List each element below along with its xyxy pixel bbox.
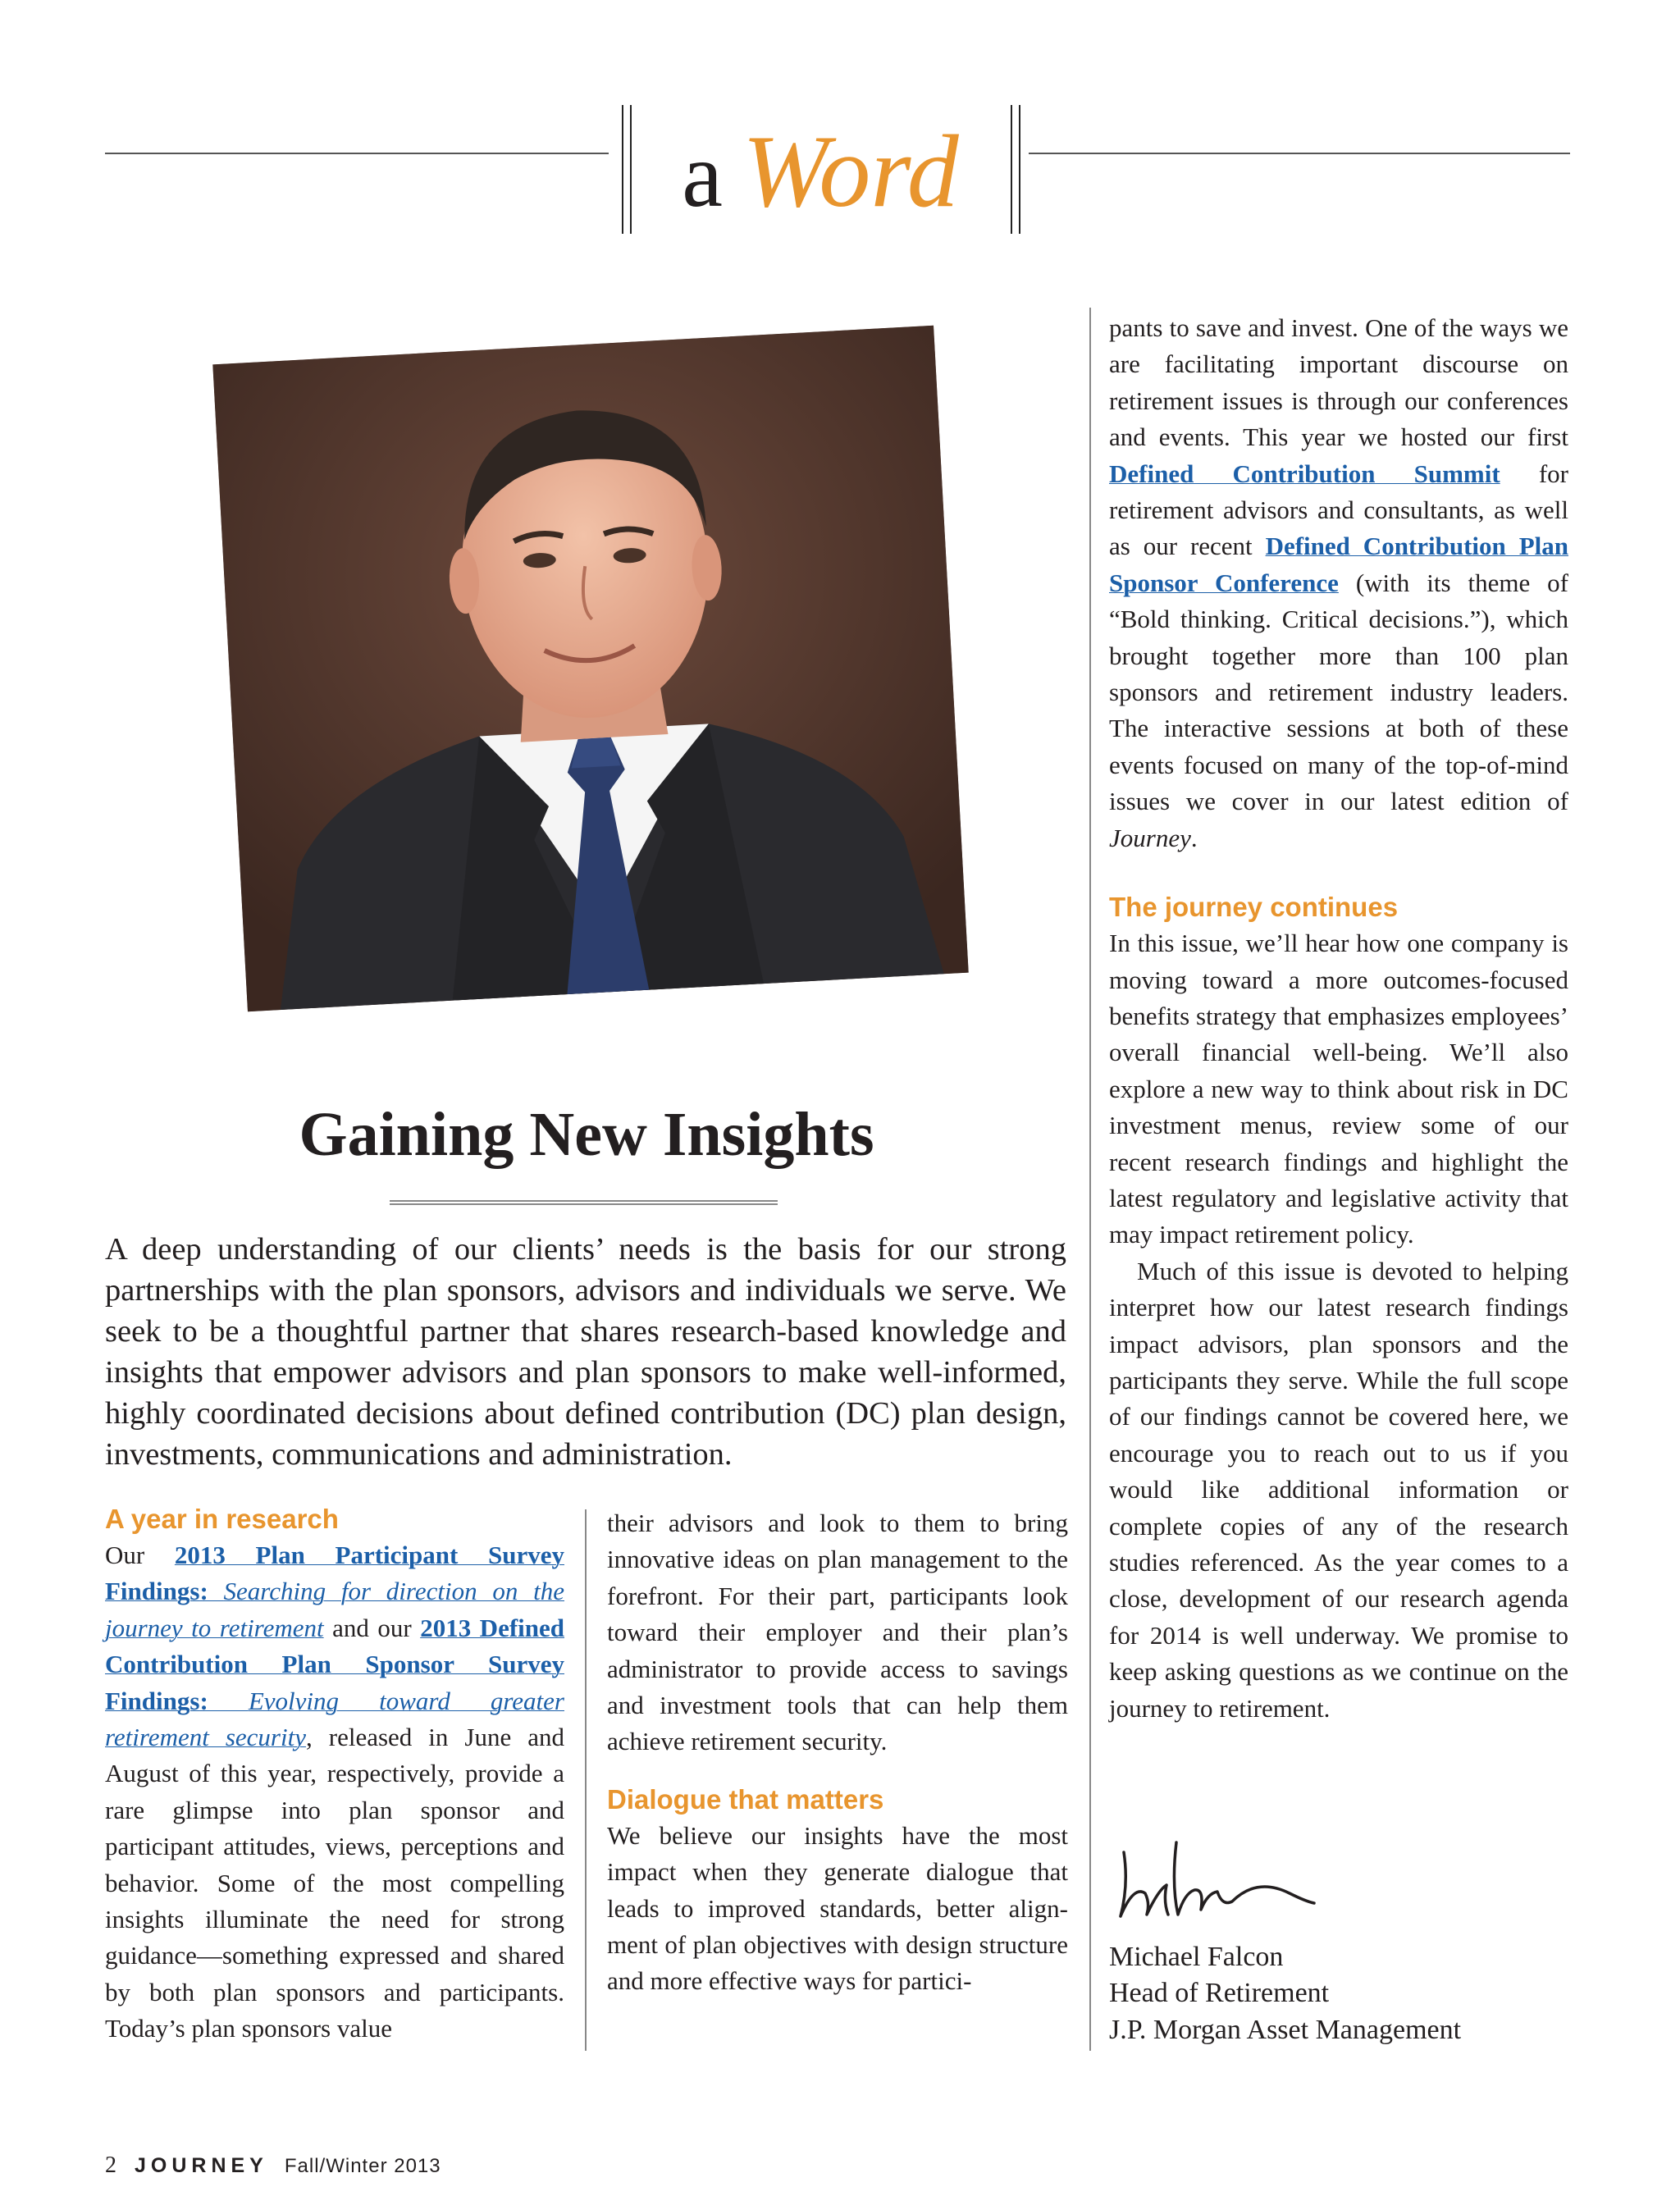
- paragraph-closing: Much of this issue is devoted to helping interpret how our latest research findings impact advisors, plan sponsors and the participants they serve. While the full scope of our findings cannot be covered here, we encourage you to reach out to us if you would like additional information or complete copies of any of the research studies referenced. As the year comes to a close, development of our research agenda for 2014 is well underway. We promise to keep asking questions as we continue on the journey to retirement.: [1109, 1256, 1568, 1723]
- page-footer: [105, 2149, 441, 2182]
- handwritten-signature: [1109, 1836, 1322, 1926]
- paragraph-advisors: their advisors and look to them to bring innovative ideas on plan management to the forefront. For their part, participants look toward their employer and their plan’s administrator to provide access to savings and investment tools that can help them achieve retirement security.: [607, 1509, 1068, 1756]
- title-rule: [390, 1200, 778, 1205]
- column-2: [607, 1505, 1068, 2000]
- link-dc-summit[interactable]: Defined Contribution Summit: [1109, 459, 1500, 488]
- masthead-rule-left: [105, 153, 609, 154]
- link-participant-survey-subtitle[interactable]: Searching for direction on the journey to retirement: [105, 1577, 564, 1642]
- link-participant-survey[interactable]: 2013 Plan Participant Survey Findings: [105, 1541, 564, 1606]
- link-sponsor-survey[interactable]: 2013 Defined Contribution Plan Sponsor Survey Findings: [105, 1613, 565, 1715]
- paragraph-this-issue: In this issue, we’ll hear how one company is moving toward a more outcomes-focused benefits strategy that emphasizes employees’ overall financial well-being. We’ll also explore a new way to think about risk in DC investment menus, review some of our recent research findings and highlight the latest regulatory and legislative activity that may impact retirement policy.: [1109, 929, 1568, 1249]
- column-divider: [1089, 308, 1091, 2051]
- link-sponsor-survey-sep[interactable]: :: [199, 1686, 249, 1715]
- paragraph-year-in-research: Our 2013 Plan Participant Survey Findings: Searching for direction on the journey to retirement and our 2013 Defined Contribution Plan Sponsor Survey Findings: Evolving toward greater retirement security, released in June and August of this year, respectively, provide a rare glimpse into plan sponsor and participant attitudes, views, perceptions and behavior. Some of the most compelling insights illuminate the need for strong guidance—something expressed and shared by both plan sponsors and participants. Today’s plan sponsors value: [105, 1541, 565, 2043]
- article-title: Gaining New Insights: [299, 1100, 874, 1169]
- signature-block: [1109, 1939, 1461, 2048]
- heading-year-in-research: A year in research: [105, 1504, 339, 1534]
- link-sponsor-survey-subtitle[interactable]: Evolving toward greater retirement security: [105, 1686, 564, 1752]
- intro-paragraph: A deep understanding of our clients’ needs is the basis for our strong partnerships with the plan sponsors, advisors and individuals we serve. We seek to be a thoughtful partner that shares research-based knowledge and insights that empower advisors and plan sponsors to make well-informed, highly coordinated decisions about defined contribution (DC) plan design, investments, communications and administration.: [105, 1232, 1066, 1472]
- signer-role: Head of Retirement: [1109, 1978, 1330, 2009]
- signer-name: Michael Falcon: [1109, 1942, 1284, 1972]
- link-participant-survey-sep[interactable]: :: [199, 1577, 224, 1606]
- section-masthead: [623, 115, 1017, 230]
- heading-journey-continues: The journey continues: [1109, 892, 1399, 923]
- masthead-word: Word: [742, 115, 959, 229]
- paragraph-dialogue: We believe our insights have the most impact when they generate dialogue that leads to improved standards, better alignment of plan objectives with design structure and more effective ways for partici-: [607, 1820, 1068, 1996]
- signer-organization: J.P. Morgan Asset Management: [1109, 2014, 1462, 2045]
- masthead-article: a: [682, 125, 723, 226]
- issue-date: Fall/Winter 2013: [284, 2155, 441, 2177]
- column-divider: [585, 1509, 587, 2051]
- page-number: 2: [105, 2152, 116, 2178]
- column-3: [1109, 310, 1568, 1727]
- column-1: [105, 1501, 564, 2048]
- magazine-name: JOURNEY: [135, 2154, 268, 2177]
- link-sponsor-conference[interactable]: Defined Contribution Plan Sponsor Conference: [1109, 532, 1568, 597]
- masthead-bar: [1019, 105, 1020, 234]
- heading-dialogue: Dialogue that matters: [607, 1783, 884, 1815]
- paragraph-conferences: pants to save and invest. One of the ways we are facilitating important discourse on retirement issues is through our conferences and events. This year we hosted our first Defined Contribution Summit for retirement advisors and consultants, as well as our recent Defined Contribution Plan Sponsor Conference (with its theme of “Bold thinking. Critical decisions.”), which brought together more than 100 plan sponsors and retirement industry leaders. The interactive sessions at both of these events focused on many of the top-of-mind issues we cover in our latest edition of Journey.: [1109, 313, 1568, 852]
- portrait-photo: [212, 326, 968, 1011]
- portrait-illustration: [212, 326, 968, 1011]
- masthead-rule-right: [1029, 153, 1570, 154]
